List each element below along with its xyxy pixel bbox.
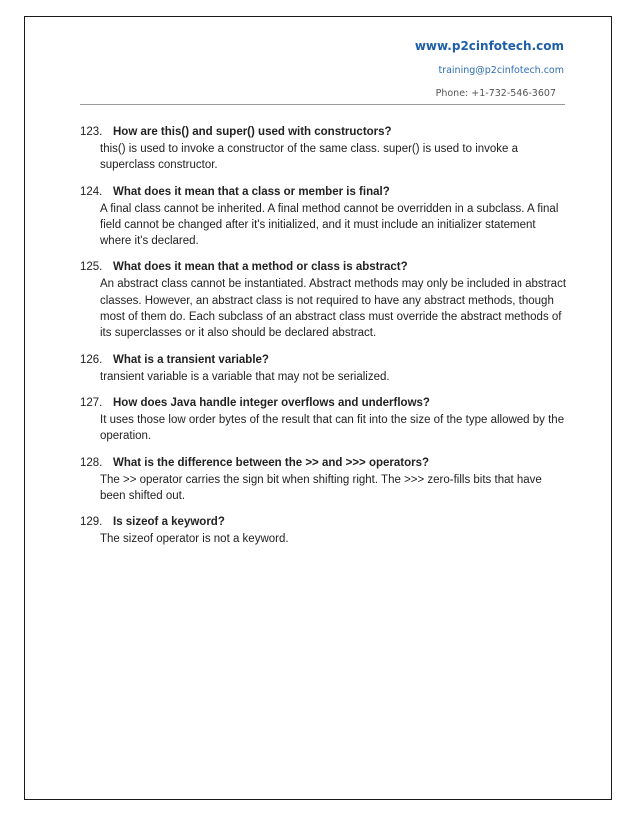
qa-question-text: What does it mean that a class or member is final? xyxy=(113,185,390,198)
website-link[interactable]: www.p2cinfotech.com xyxy=(414,39,564,53)
qa-question xyxy=(80,515,570,530)
qa-item xyxy=(80,396,570,445)
header-divider xyxy=(80,104,565,105)
qa-question xyxy=(80,260,570,275)
qa-question xyxy=(80,456,570,471)
qa-item xyxy=(80,515,570,547)
qa-item xyxy=(80,456,570,505)
qa-item xyxy=(80,125,570,174)
qa-number: 129. xyxy=(80,516,103,529)
qa-question-text: What is the difference between the >> and >>> operators? xyxy=(113,456,430,469)
page-header xyxy=(304,37,564,101)
qa-item xyxy=(80,260,570,341)
qa-answer: An abstract class cannot be instantiated. Abstract methods may only be included in abstract classes. However, an abstract class is not required to have any abstract methods, though most of them do. Each subclass of an abstract class must override the abstract methods of its superclasses or it also should be declared abstract. xyxy=(100,278,567,340)
qa-question-text: Is sizeof a keyword? xyxy=(113,516,225,529)
qa-answer: It uses those low order bytes of the result that can fit into the size of the type allowed by the operation. xyxy=(100,413,565,443)
qa-number: 126. xyxy=(80,353,103,366)
qa-question-text: How does Java handle integer overflows and underflows? xyxy=(113,396,430,409)
qa-number: 128. xyxy=(80,456,103,469)
qa-question xyxy=(80,185,570,200)
qa-item xyxy=(80,185,570,250)
qa-number: 127. xyxy=(80,396,103,409)
qa-number: 124. xyxy=(80,185,103,198)
qa-question xyxy=(80,353,570,368)
qa-question-text: What is a transient variable? xyxy=(113,353,269,366)
qa-list xyxy=(80,125,570,558)
qa-number: 123. xyxy=(80,126,103,138)
qa-answer: The sizeof operator is not a keyword. xyxy=(100,533,289,546)
qa-answer: this() is used to invoke a constructor of the same class. super() is used to invoke a superclass constructor. xyxy=(100,143,519,172)
qa-number: 125. xyxy=(80,261,103,274)
qa-question xyxy=(80,125,570,140)
email-link[interactable]: training@p2cinfotech.com xyxy=(438,65,564,76)
qa-answer: The >> operator carries the sign bit when shifting right. The >>> zero-fills bits that have been shifted out. xyxy=(100,473,542,502)
qa-answer: transient variable is a variable that may not be serialized. xyxy=(100,370,390,383)
qa-question xyxy=(80,396,570,411)
qa-question-text: How are this() and super() used with constructors? xyxy=(113,126,392,138)
phone-number: Phone: +1-732-546-3607 xyxy=(435,88,556,99)
qa-answer: A final class cannot be inherited. A final method cannot be overridden in a subclass. A final field cannot be changed after it's initialized, and it must include an initializer statement where it's declared. xyxy=(100,202,559,248)
qa-question-text: What does it mean that a method or class is abstract? xyxy=(113,261,408,274)
qa-item xyxy=(80,353,570,385)
